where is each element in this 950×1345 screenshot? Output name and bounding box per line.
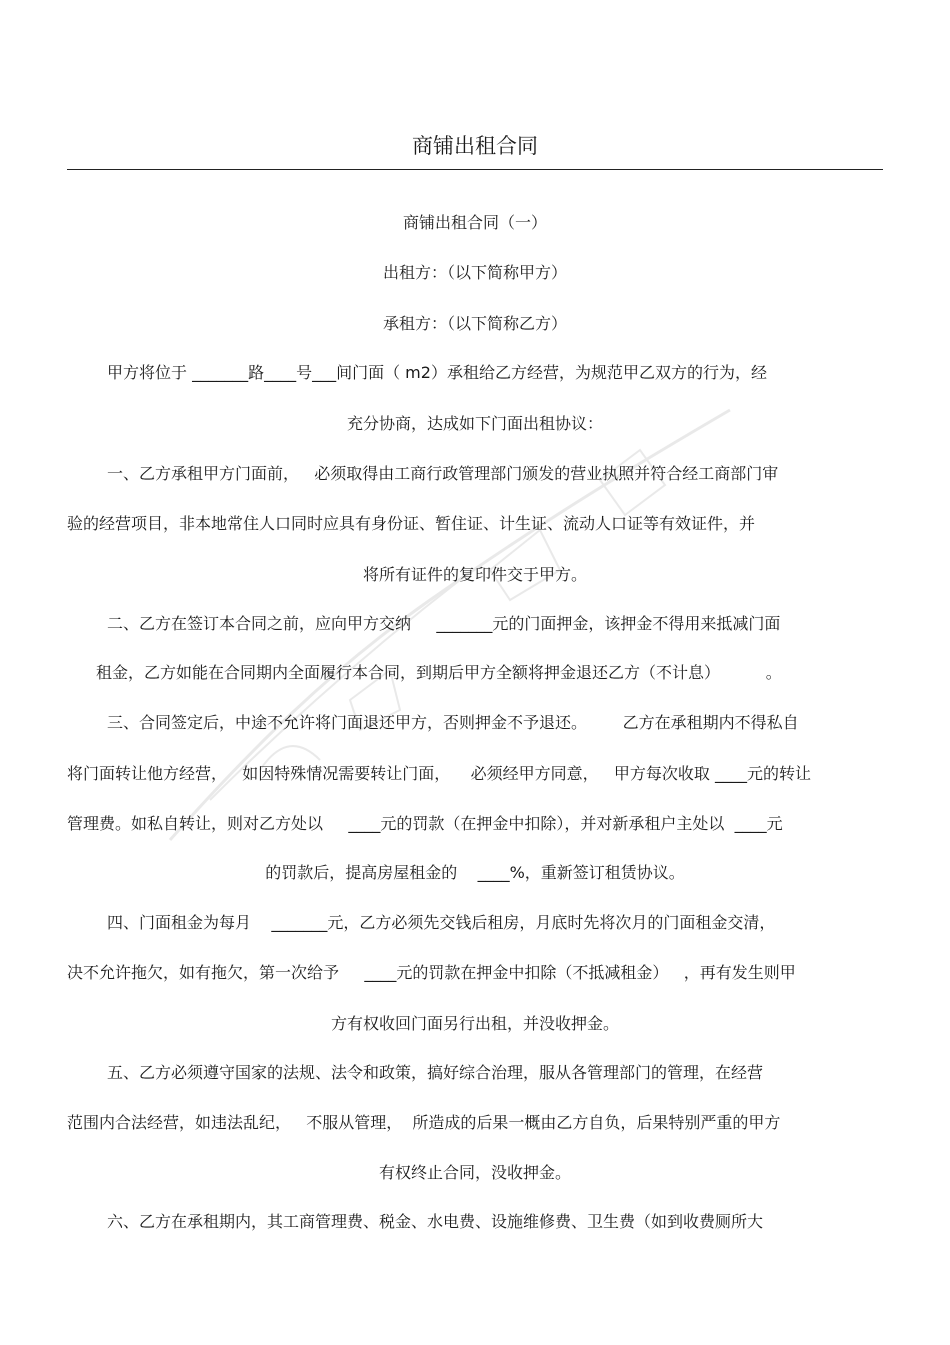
paragraph-line: 甲方将位于 _______路____号___间门面（ m2）承租给乙方经营，为规范甲乙双方的行为，经 <box>107 363 767 382</box>
subtitle-line: 商铺出租合同（一） <box>402 213 547 232</box>
clause-4-line: 四、门面租金为每月 _______元，乙方必须先交钱后租房，月底时先将次月的门面租金交清， <box>107 913 776 932</box>
clause-2-line: 租金，乙方如能在合同期内全面履行本合同，到期后甲方全额将押金退还乙方（不计息） 。 <box>96 663 782 682</box>
clause-4-line: 决不允许拖欠，如有拖欠，第一次给予 ____元的罚款在押金中扣除（不抵减租金） ，再有发生则甲 <box>67 963 796 982</box>
clause-3-line: 的罚款后，提高房屋租金的 ____%，重新签订租赁协议。 <box>265 863 685 882</box>
clause-1-line: 将所有证件的复印件交于甲方。 <box>362 565 587 584</box>
title-divider <box>67 169 883 170</box>
clause-1-line: 一、乙方承租甲方门面前， 必须取得由工商行政管理部门颁发的营业执照并符合经工商部门审 <box>107 464 779 483</box>
clause-5-line: 有权终止合同，没收押金。 <box>378 1163 571 1182</box>
clause-1-line: 验的经营项目，非本地常住人口同时应具有身份证、暂住证、计生证、流动人口证等有效证件，并 <box>67 514 756 533</box>
clause-2-line: 二、乙方在签订本合同之前，应向甲方交纳 _______元的门面押金，该押金不得用来抵减门面 <box>107 614 781 633</box>
clause-3-line: 管理费。如私自转让，则对乙方处以 ____元的罚款（在押金中扣除），并对新承租户主处以 ____元 <box>67 814 783 833</box>
clause-3-line: 三、合同签定后，中途不允许将门面退还甲方，否则押金不予退还。 乙方在承租期内不得私自 <box>107 713 799 732</box>
clause-6-line: 六、乙方在承租期内，其工商管理费、税金、水电费、设施维修费、卫生费（如到收费厕所大 <box>107 1212 764 1231</box>
clause-5-line: 范围内合法经营，如违法乱纪， 不服从管理， 所造成的后果一概由乙方自负，后果特别严重的甲方 <box>67 1113 781 1132</box>
paragraph-line: 充分协商，达成如下门面出租协议： <box>346 414 603 433</box>
clause-3-line: 将门面转让他方经营， 如因特殊情况需要转让门面， 必须经甲方同意， 甲方每次收取 ____元的转让 <box>67 764 811 783</box>
lessor-line: 出租方：（以下简称甲方） <box>382 263 567 282</box>
clause-5-line: 五、乙方必须遵守国家的法规、法令和政策，搞好综合治理，服从各管理部门的管理，在经营 <box>107 1063 764 1082</box>
clause-4-line: 方有权收回门面另行出租，并没收押金。 <box>330 1014 619 1033</box>
lessee-line: 承租方：（以下简称乙方） <box>382 314 567 333</box>
document-title: 商铺出租合同 <box>412 134 538 158</box>
